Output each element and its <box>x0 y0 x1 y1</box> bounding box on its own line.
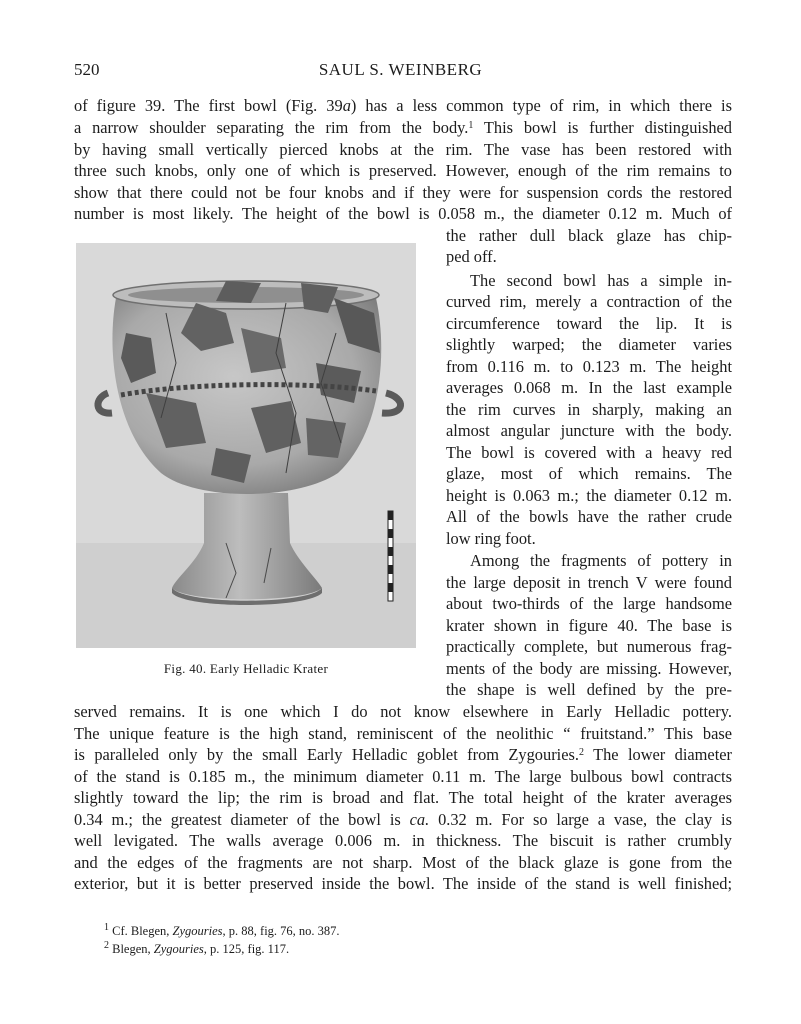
paragraph-line: Among the fragments of pottery in <box>470 551 732 570</box>
paragraph-line: ped off. <box>446 247 497 266</box>
paragraph-line: the rim curves in sharply, making an <box>446 400 732 419</box>
footnote-ref: 1 <box>468 120 474 131</box>
paragraph-line: curved rim, merely a contraction of the <box>446 292 732 311</box>
paragraph-line: served remains. It is one which I do not know elsewhere in Early Helladic pottery. <box>74 702 732 721</box>
paragraph-line: slightly warped; the diameter varies <box>446 335 732 354</box>
paragraph-line: 0.34 m.; the greatest diameter of the bowl is ca. 0.32 m. For so large a vase, the clay is <box>74 810 732 829</box>
paragraph-line: The unique feature is the high stand, reminiscent of the neolithic “ fruitstand.” This base <box>74 724 732 743</box>
paragraph-line: from 0.116 m. to 0.123 m. The height <box>446 357 732 376</box>
paragraph-line: The second bowl has a simple in- <box>470 271 732 290</box>
paragraph-line: by having small vertically pierced knobs at the rim. The vase has been restored with <box>74 140 732 159</box>
paragraph-line: circumference toward the lip. It is <box>446 314 732 333</box>
paragraph-line: show that there could not be four knobs and if they were for suspension cords the restored <box>74 183 732 202</box>
paragraph-line: practically complete, but numerous frag- <box>446 637 732 656</box>
paragraph-line: almost angular juncture with the body. <box>446 421 732 440</box>
running-title: SAUL S. WEINBERG <box>318 60 483 79</box>
footnote: $^2$ Blegen, Zygouries, p. 125, fig. 117. <box>104 940 290 956</box>
paragraph-line: krater shown in figure 40. The base is <box>446 616 732 635</box>
scale-bar <box>388 511 393 601</box>
krater-photograph <box>76 243 416 648</box>
paragraph-line: glaze, most of which remains. The <box>446 464 732 483</box>
paragraph-line: All of the bowls have the rather crude <box>446 507 732 526</box>
paragraph-line: and the edges of the fragments are not sharp. Most of the black glaze is gone from the <box>74 853 732 872</box>
paragraph-line: of figure 39. The first bowl (Fig. 39a) has a less common type of rim, in which there is <box>74 96 732 115</box>
paragraph-line: the shape is well defined by the pre- <box>446 680 732 699</box>
paragraph-line: ments of the body are missing. However, <box>446 659 732 678</box>
paragraph-line: exterior, but it is better preserved inside the bowl. The inside of the stand is well finished; <box>74 874 732 893</box>
paragraph-line: well levigated. The walls average 0.006 m. in thickness. The biscuit is rather crumbly <box>74 831 732 850</box>
paragraph-line: three such knobs, only one of which is preserved. However, enough of the rim remains to <box>74 161 732 180</box>
figure-caption: Fig. 40. Early Helladic Krater <box>163 661 329 676</box>
paragraph-line: about two-thirds of the large handsome <box>446 594 732 613</box>
paragraph-line: low ring foot. <box>446 529 536 548</box>
paragraph-line: of the stand is 0.185 m., the minimum diameter 0.11 m. The large bulbous bowl contracts <box>74 767 732 786</box>
page-number: 520 <box>74 60 100 79</box>
krater-illustration <box>76 243 416 648</box>
paragraph-line: slightly toward the lip; the rim is broad and flat. The total height of the krater averages <box>74 788 732 807</box>
paragraph-line: a narrow shoulder separating the rim from the body.$^1$ This bowl is further distinguished <box>74 118 732 137</box>
paragraph-line: averages 0.068 m. In the last example <box>446 378 732 397</box>
paragraph-line: number is most likely. The height of the bowl is 0.058 m., the diameter 0.12 m. Much of <box>74 204 732 223</box>
footnote-ref: 2 <box>578 747 584 758</box>
paragraph-line: The bowl is covered with a heavy red <box>446 443 732 462</box>
paragraph-line: is paralleled only by the small Early Helladic goblet from Zygouries.$^2$ The lower diameter <box>74 745 732 764</box>
paragraph-line: height is 0.063 m.; the diameter 0.12 m. <box>446 486 732 505</box>
paragraph-line: the rather dull black glaze has chip- <box>446 226 732 245</box>
paragraph-line: the large deposit in trench V were found <box>446 573 732 592</box>
footnote: $^1$ Cf. Blegen, Zygouries, p. 88, fig. 76, no. 387. <box>104 922 340 938</box>
